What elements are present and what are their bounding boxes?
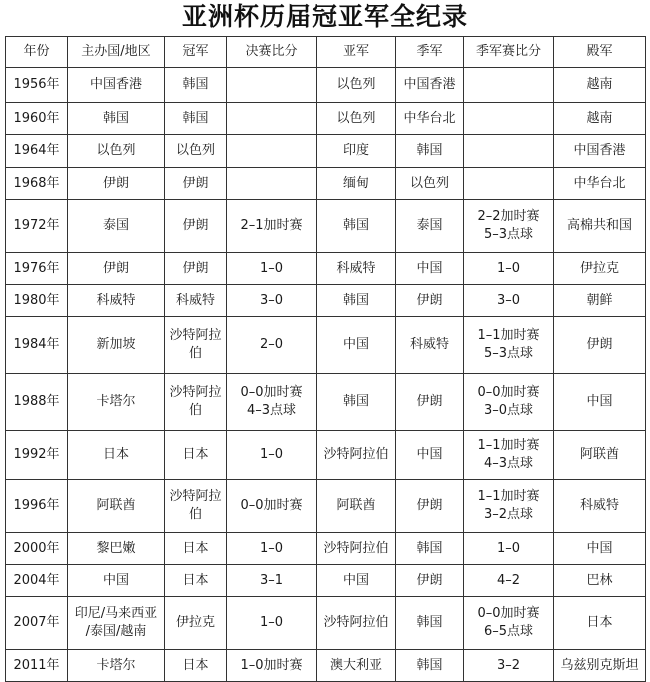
cell-champion: 日本 xyxy=(165,533,227,565)
cell-third-place-score xyxy=(464,103,554,135)
cell-fourth-place: 中国 xyxy=(554,533,646,565)
cell-runner-up: 韩国 xyxy=(317,374,396,431)
cell-final-score: 3–0 xyxy=(227,285,317,317)
cell-final-score: 0–0加时赛 xyxy=(227,480,317,533)
cell-year: 1996年 xyxy=(6,480,68,533)
cell-third-place-score xyxy=(464,68,554,103)
cell-host: 韩国 xyxy=(68,103,165,135)
cell-host: 中国 xyxy=(68,565,165,597)
cell-runner-up: 科威特 xyxy=(317,253,396,285)
cell-third-place-score: 0–0加时赛 6–5点球 xyxy=(464,597,554,650)
cell-final-score: 2–0 xyxy=(227,317,317,374)
table-row xyxy=(6,168,646,200)
header-third-place-score: 季军赛比分 xyxy=(464,37,554,68)
cell-third-place: 韩国 xyxy=(396,650,464,682)
cell-year: 1992年 xyxy=(6,431,68,480)
cell-runner-up: 沙特阿拉伯 xyxy=(317,533,396,565)
cell-champion: 伊朗 xyxy=(165,168,227,200)
cell-final-score: 1–0 xyxy=(227,597,317,650)
header-champion: 冠军 xyxy=(165,37,227,68)
cell-champion: 沙特阿拉 伯 xyxy=(165,480,227,533)
cell-fourth-place: 乌兹别克斯坦 xyxy=(554,650,646,682)
cell-champion: 日本 xyxy=(165,565,227,597)
cell-runner-up: 中国 xyxy=(317,565,396,597)
table-row xyxy=(6,103,646,135)
cell-third-place-score xyxy=(464,168,554,200)
cell-third-place: 以色列 xyxy=(396,168,464,200)
cell-third-place-score: 4–2 xyxy=(464,565,554,597)
header-host: 主办国/地区 xyxy=(68,37,165,68)
cell-year: 1984年 xyxy=(6,317,68,374)
cell-year: 2007年 xyxy=(6,597,68,650)
cell-runner-up: 以色列 xyxy=(317,103,396,135)
cell-fourth-place: 日本 xyxy=(554,597,646,650)
cell-third-place-score: 0–0加时赛 3–0点球 xyxy=(464,374,554,431)
page-title: 亚洲杯历届冠亚军全纪录 xyxy=(181,2,468,31)
cell-host: 以色列 xyxy=(68,135,165,168)
cell-year: 2011年 xyxy=(6,650,68,682)
cell-champion: 日本 xyxy=(165,431,227,480)
table-row xyxy=(6,374,646,431)
header-final-score: 决赛比分 xyxy=(227,37,317,68)
cell-runner-up: 韩国 xyxy=(317,285,396,317)
cell-runner-up: 澳大利亚 xyxy=(317,650,396,682)
cell-fourth-place: 巴林 xyxy=(554,565,646,597)
cell-fourth-place: 越南 xyxy=(554,68,646,103)
cell-third-place-score: 2–2加时赛 5–3点球 xyxy=(464,200,554,253)
table-row xyxy=(6,431,646,480)
table-row xyxy=(6,68,646,103)
cell-third-place: 韩国 xyxy=(396,135,464,168)
cell-fourth-place: 朝鲜 xyxy=(554,285,646,317)
cell-final-score: 3–1 xyxy=(227,565,317,597)
table-row xyxy=(6,135,646,168)
cell-host: 伊朗 xyxy=(68,168,165,200)
table-row xyxy=(6,253,646,285)
cell-year: 1976年 xyxy=(6,253,68,285)
cell-champion: 沙特阿拉 伯 xyxy=(165,374,227,431)
cell-champion: 沙特阿拉 伯 xyxy=(165,317,227,374)
table-row xyxy=(6,650,646,682)
cell-third-place: 伊朗 xyxy=(396,285,464,317)
cell-year: 1960年 xyxy=(6,103,68,135)
cell-final-score: 1–0 xyxy=(227,533,317,565)
cell-fourth-place: 阿联酋 xyxy=(554,431,646,480)
cell-fourth-place: 高棉共和国 xyxy=(554,200,646,253)
table-row xyxy=(6,565,646,597)
header-third-place: 季军 xyxy=(396,37,464,68)
cell-fourth-place: 科威特 xyxy=(554,480,646,533)
table-row xyxy=(6,200,646,253)
cell-third-place: 泰国 xyxy=(396,200,464,253)
table-row xyxy=(6,597,646,650)
cell-fourth-place: 中国香港 xyxy=(554,135,646,168)
cell-champion: 以色列 xyxy=(165,135,227,168)
cell-third-place-score: 1–0 xyxy=(464,253,554,285)
cell-champion: 科威特 xyxy=(165,285,227,317)
cell-fourth-place: 越南 xyxy=(554,103,646,135)
cell-host: 日本 xyxy=(68,431,165,480)
cell-third-place: 中华台北 xyxy=(396,103,464,135)
cell-host: 新加坡 xyxy=(68,317,165,374)
cell-host: 印尼/马来西亚 /泰国/越南 xyxy=(68,597,165,650)
cell-runner-up: 韩国 xyxy=(317,200,396,253)
cell-runner-up: 沙特阿拉伯 xyxy=(317,431,396,480)
cell-final-score: 0–0加时赛 4–3点球 xyxy=(227,374,317,431)
cell-host: 阿联酋 xyxy=(68,480,165,533)
cell-runner-up: 中国 xyxy=(317,317,396,374)
cell-host: 科威特 xyxy=(68,285,165,317)
cell-third-place-score: 1–1加时赛 4–3点球 xyxy=(464,431,554,480)
cell-third-place: 韩国 xyxy=(396,597,464,650)
cell-runner-up: 缅甸 xyxy=(317,168,396,200)
cell-host: 中国香港 xyxy=(68,68,165,103)
cell-year: 2004年 xyxy=(6,565,68,597)
cell-champion: 韩国 xyxy=(165,103,227,135)
cell-year: 1980年 xyxy=(6,285,68,317)
cell-final-score xyxy=(227,103,317,135)
cell-fourth-place: 中华台北 xyxy=(554,168,646,200)
table-row xyxy=(6,285,646,317)
cell-third-place-score: 3–2 xyxy=(464,650,554,682)
cell-third-place: 科威特 xyxy=(396,317,464,374)
cell-runner-up: 阿联酋 xyxy=(317,480,396,533)
cell-final-score xyxy=(227,168,317,200)
cell-champion: 韩国 xyxy=(165,68,227,103)
cell-final-score xyxy=(227,135,317,168)
cell-year: 1988年 xyxy=(6,374,68,431)
table-body xyxy=(6,68,646,682)
cell-fourth-place: 中国 xyxy=(554,374,646,431)
cell-year: 1964年 xyxy=(6,135,68,168)
cell-third-place: 韩国 xyxy=(396,533,464,565)
cell-host: 黎巴嫩 xyxy=(68,533,165,565)
cell-host: 伊朗 xyxy=(68,253,165,285)
cell-third-place-score: 1–1加时赛 5–3点球 xyxy=(464,317,554,374)
cell-third-place-score: 1–0 xyxy=(464,533,554,565)
cell-third-place-score xyxy=(464,135,554,168)
cell-third-place: 中国香港 xyxy=(396,68,464,103)
cell-final-score: 2–1加时赛 xyxy=(227,200,317,253)
cell-third-place: 中国 xyxy=(396,253,464,285)
cell-champion: 伊朗 xyxy=(165,200,227,253)
cell-final-score: 1–0加时赛 xyxy=(227,650,317,682)
header-fourth-place: 殿军 xyxy=(554,37,646,68)
cell-runner-up: 以色列 xyxy=(317,68,396,103)
cell-champion: 伊朗 xyxy=(165,253,227,285)
cell-runner-up: 沙特阿拉伯 xyxy=(317,597,396,650)
cell-fourth-place: 伊拉克 xyxy=(554,253,646,285)
header-row xyxy=(6,37,646,68)
cell-year: 1972年 xyxy=(6,200,68,253)
cell-third-place: 伊朗 xyxy=(396,374,464,431)
cell-third-place: 伊朗 xyxy=(396,565,464,597)
cell-runner-up: 印度 xyxy=(317,135,396,168)
cell-year: 1956年 xyxy=(6,68,68,103)
asian-cup-records-table xyxy=(5,36,646,682)
cell-champion: 伊拉克 xyxy=(165,597,227,650)
cell-host: 卡塔尔 xyxy=(68,374,165,431)
cell-final-score: 1–0 xyxy=(227,253,317,285)
header-runner-up: 亚军 xyxy=(317,37,396,68)
table-row xyxy=(6,317,646,374)
cell-third-place-score: 1–1加时赛 3–2点球 xyxy=(464,480,554,533)
table-row xyxy=(6,533,646,565)
cell-year: 1968年 xyxy=(6,168,68,200)
header-year: 年份 xyxy=(6,37,68,68)
cell-final-score: 1–0 xyxy=(227,431,317,480)
cell-third-place: 伊朗 xyxy=(396,480,464,533)
cell-year: 2000年 xyxy=(6,533,68,565)
cell-host: 泰国 xyxy=(68,200,165,253)
cell-third-place: 中国 xyxy=(396,431,464,480)
cell-third-place-score: 3–0 xyxy=(464,285,554,317)
table-row xyxy=(6,480,646,533)
cell-host: 卡塔尔 xyxy=(68,650,165,682)
cell-champion: 日本 xyxy=(165,650,227,682)
cell-fourth-place: 伊朗 xyxy=(554,317,646,374)
cell-final-score xyxy=(227,68,317,103)
